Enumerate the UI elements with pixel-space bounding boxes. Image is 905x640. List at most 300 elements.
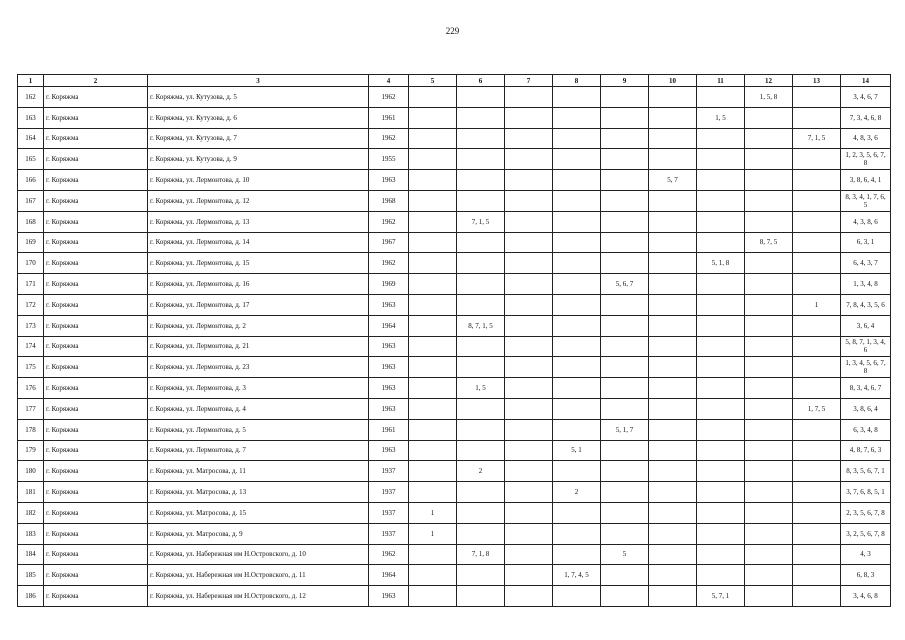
cell-col-9: 5, 6, 7 xyxy=(601,274,649,295)
cell-col-5 xyxy=(409,544,457,565)
cell-col-13 xyxy=(793,378,841,399)
cell-col-8 xyxy=(553,128,601,149)
table-row xyxy=(18,315,891,336)
year-cell: 1963 xyxy=(369,336,409,357)
city-cell: г. Коряжма xyxy=(44,482,148,503)
cell-col-6 xyxy=(457,419,505,440)
cell-col-7 xyxy=(505,586,553,607)
cell-col-14: 1, 3, 4, 5, 6, 7, 8 xyxy=(841,357,891,378)
cell-col-10 xyxy=(649,232,697,253)
cell-col-8 xyxy=(553,357,601,378)
column-header-7: 7 xyxy=(505,75,553,87)
column-header-6: 6 xyxy=(457,75,505,87)
cell-col-8 xyxy=(553,253,601,274)
city-cell: г. Коряжма xyxy=(44,398,148,419)
cell-col-10 xyxy=(649,107,697,128)
cell-col-10 xyxy=(649,398,697,419)
column-header-9: 9 xyxy=(601,75,649,87)
cell-col-10 xyxy=(649,440,697,461)
cell-col-14: 8, 3, 4, 1, 7, 6, 5 xyxy=(841,190,891,211)
cell-col-10 xyxy=(649,419,697,440)
cell-col-12 xyxy=(745,294,793,315)
year-cell: 1964 xyxy=(369,565,409,586)
table-row xyxy=(18,294,891,315)
cell-col-7 xyxy=(505,211,553,232)
cell-col-8 xyxy=(553,398,601,419)
cell-col-7 xyxy=(505,398,553,419)
year-cell: 1962 xyxy=(369,253,409,274)
cell-col-5 xyxy=(409,211,457,232)
cell-col-5: 1 xyxy=(409,502,457,523)
address-cell: г. Коряжма, ул. Лермонтова, д. 21 xyxy=(148,336,369,357)
cell-col-13 xyxy=(793,586,841,607)
cell-col-13 xyxy=(793,523,841,544)
cell-col-14: 4, 8, 3, 6 xyxy=(841,128,891,149)
cell-col-12 xyxy=(745,419,793,440)
cell-col-9 xyxy=(601,586,649,607)
cell-col-5 xyxy=(409,357,457,378)
cell-col-9 xyxy=(601,170,649,191)
cell-col-10 xyxy=(649,357,697,378)
cell-col-7 xyxy=(505,128,553,149)
cell-col-13 xyxy=(793,502,841,523)
row-number-cell: 170 xyxy=(18,253,44,274)
cell-col-11 xyxy=(697,544,745,565)
city-cell: г. Коряжма xyxy=(44,294,148,315)
cell-col-9 xyxy=(601,87,649,108)
cell-col-8: 2 xyxy=(553,482,601,503)
year-cell: 1963 xyxy=(369,440,409,461)
city-cell: г. Коряжма xyxy=(44,128,148,149)
cell-col-11 xyxy=(697,523,745,544)
city-cell: г. Коряжма xyxy=(44,190,148,211)
column-header-2: 2 xyxy=(44,75,148,87)
cell-col-13 xyxy=(793,315,841,336)
cell-col-8 xyxy=(553,294,601,315)
cell-col-14: 3, 2, 5, 6, 7, 8 xyxy=(841,523,891,544)
cell-col-8 xyxy=(553,523,601,544)
cell-col-12 xyxy=(745,315,793,336)
cell-col-10 xyxy=(649,378,697,399)
address-cell: г. Коряжма, ул. Набережная им Н.Островского, д. 10 xyxy=(148,544,369,565)
cell-col-8 xyxy=(553,211,601,232)
cell-col-7 xyxy=(505,419,553,440)
table-row xyxy=(18,565,891,586)
table-row xyxy=(18,482,891,503)
cell-col-6 xyxy=(457,586,505,607)
cell-col-13 xyxy=(793,107,841,128)
cell-col-10 xyxy=(649,461,697,482)
housing-registry-table xyxy=(17,74,891,607)
cell-col-10 xyxy=(649,502,697,523)
address-cell: г. Коряжма, ул. Лермонтова, д. 2 xyxy=(148,315,369,336)
cell-col-10 xyxy=(649,315,697,336)
row-number-cell: 183 xyxy=(18,523,44,544)
address-cell: г. Коряжма, ул. Лермонтова, д. 12 xyxy=(148,190,369,211)
cell-col-14: 3, 4, 6, 7 xyxy=(841,87,891,108)
cell-col-9 xyxy=(601,149,649,170)
cell-col-14: 6, 3, 1 xyxy=(841,232,891,253)
city-cell: г. Коряжма xyxy=(44,232,148,253)
cell-col-14: 4, 3, 8, 6 xyxy=(841,211,891,232)
cell-col-11 xyxy=(697,398,745,419)
cell-col-5 xyxy=(409,107,457,128)
year-cell: 1963 xyxy=(369,357,409,378)
cell-col-13 xyxy=(793,336,841,357)
cell-col-11 xyxy=(697,149,745,170)
cell-col-8 xyxy=(553,274,601,295)
row-number-cell: 184 xyxy=(18,544,44,565)
year-cell: 1955 xyxy=(369,149,409,170)
table-row xyxy=(18,190,891,211)
cell-col-6 xyxy=(457,232,505,253)
cell-col-12 xyxy=(745,128,793,149)
row-number-cell: 164 xyxy=(18,128,44,149)
cell-col-12 xyxy=(745,107,793,128)
address-cell: г. Коряжма, ул. Лермонтова, д. 5 xyxy=(148,419,369,440)
address-cell: г. Коряжма, ул. Матросова, д. 13 xyxy=(148,482,369,503)
cell-col-11 xyxy=(697,274,745,295)
cell-col-7 xyxy=(505,170,553,191)
cell-col-5 xyxy=(409,170,457,191)
cell-col-11 xyxy=(697,294,745,315)
address-cell: г. Коряжма, ул. Кутузова, д. 6 xyxy=(148,107,369,128)
cell-col-10 xyxy=(649,586,697,607)
cell-col-14: 8, 3, 5, 6, 7, 1 xyxy=(841,461,891,482)
cell-col-5 xyxy=(409,274,457,295)
city-cell: г. Коряжма xyxy=(44,315,148,336)
row-number-cell: 166 xyxy=(18,170,44,191)
cell-col-6 xyxy=(457,253,505,274)
year-cell: 1963 xyxy=(369,398,409,419)
city-cell: г. Коряжма xyxy=(44,544,148,565)
address-cell: г. Коряжма, ул. Матросова, д. 11 xyxy=(148,461,369,482)
table-row xyxy=(18,274,891,295)
cell-col-12 xyxy=(745,502,793,523)
cell-col-5 xyxy=(409,87,457,108)
cell-col-7 xyxy=(505,149,553,170)
cell-col-9 xyxy=(601,190,649,211)
address-cell: г. Коряжма, ул. Лермонтова, д. 3 xyxy=(148,378,369,399)
cell-col-12 xyxy=(745,544,793,565)
cell-col-12 xyxy=(745,482,793,503)
cell-col-11 xyxy=(697,378,745,399)
column-header-3: 3 xyxy=(148,75,369,87)
row-number-cell: 171 xyxy=(18,274,44,295)
cell-col-14: 7, 3, 4, 6, 8 xyxy=(841,107,891,128)
cell-col-9 xyxy=(601,336,649,357)
cell-col-5 xyxy=(409,565,457,586)
table-body xyxy=(18,87,891,607)
cell-col-8 xyxy=(553,170,601,191)
cell-col-13: 1, 7, 5 xyxy=(793,398,841,419)
cell-col-12 xyxy=(745,170,793,191)
address-cell: г. Коряжма, ул. Лермонтова, д. 15 xyxy=(148,253,369,274)
cell-col-10 xyxy=(649,274,697,295)
cell-col-11 xyxy=(697,357,745,378)
cell-col-14: 6, 4, 3, 7 xyxy=(841,253,891,274)
row-number-cell: 168 xyxy=(18,211,44,232)
cell-col-10 xyxy=(649,253,697,274)
cell-col-6: 1, 5 xyxy=(457,378,505,399)
cell-col-13 xyxy=(793,190,841,211)
table-row xyxy=(18,419,891,440)
cell-col-14: 3, 8, 6, 4 xyxy=(841,398,891,419)
cell-col-14: 2, 3, 5, 6, 7, 8 xyxy=(841,502,891,523)
row-number-cell: 167 xyxy=(18,190,44,211)
cell-col-6 xyxy=(457,398,505,419)
address-cell: г. Коряжма, ул. Лермонтова, д. 4 xyxy=(148,398,369,419)
address-cell: г. Коряжма, ул. Лермонтова, д. 7 xyxy=(148,440,369,461)
cell-col-10: 5, 7 xyxy=(649,170,697,191)
cell-col-8 xyxy=(553,378,601,399)
city-cell: г. Коряжма xyxy=(44,274,148,295)
address-cell: г. Коряжма, ул. Лермонтова, д. 17 xyxy=(148,294,369,315)
address-cell: г. Коряжма, ул. Лермонтова, д. 16 xyxy=(148,274,369,295)
cell-col-12 xyxy=(745,211,793,232)
cell-col-5 xyxy=(409,294,457,315)
cell-col-6 xyxy=(457,502,505,523)
cell-col-9 xyxy=(601,440,649,461)
year-cell: 1961 xyxy=(369,107,409,128)
table-row xyxy=(18,149,891,170)
cell-col-12: 1, 5, 8 xyxy=(745,87,793,108)
cell-col-9 xyxy=(601,502,649,523)
cell-col-11 xyxy=(697,315,745,336)
cell-col-7 xyxy=(505,544,553,565)
column-header-11: 11 xyxy=(697,75,745,87)
city-cell: г. Коряжма xyxy=(44,565,148,586)
city-cell: г. Коряжма xyxy=(44,107,148,128)
row-number-cell: 175 xyxy=(18,357,44,378)
cell-col-14: 3, 8, 6, 4, 1 xyxy=(841,170,891,191)
cell-col-11 xyxy=(697,170,745,191)
cell-col-11 xyxy=(697,482,745,503)
cell-col-9 xyxy=(601,315,649,336)
table-row xyxy=(18,107,891,128)
cell-col-7 xyxy=(505,440,553,461)
cell-col-7 xyxy=(505,107,553,128)
cell-col-6: 7, 1, 8 xyxy=(457,544,505,565)
cell-col-6 xyxy=(457,274,505,295)
year-cell: 1937 xyxy=(369,502,409,523)
address-cell: г. Коряжма, ул. Кутузова, д. 7 xyxy=(148,128,369,149)
cell-col-9 xyxy=(601,128,649,149)
cell-col-6 xyxy=(457,482,505,503)
cell-col-12 xyxy=(745,461,793,482)
table-row xyxy=(18,211,891,232)
cell-col-9 xyxy=(601,357,649,378)
cell-col-10 xyxy=(649,523,697,544)
cell-col-13 xyxy=(793,565,841,586)
year-cell: 1937 xyxy=(369,461,409,482)
table-row xyxy=(18,170,891,191)
cell-col-5 xyxy=(409,482,457,503)
cell-col-6 xyxy=(457,170,505,191)
row-number-cell: 180 xyxy=(18,461,44,482)
cell-col-5 xyxy=(409,190,457,211)
cell-col-8 xyxy=(553,586,601,607)
cell-col-6 xyxy=(457,190,505,211)
cell-col-7 xyxy=(505,523,553,544)
cell-col-11 xyxy=(697,211,745,232)
cell-col-12 xyxy=(745,586,793,607)
address-cell: г. Коряжма, ул. Матросова, д. 9 xyxy=(148,523,369,544)
cell-col-13 xyxy=(793,149,841,170)
cell-col-12 xyxy=(745,357,793,378)
table-row xyxy=(18,440,891,461)
city-cell: г. Коряжма xyxy=(44,253,148,274)
cell-col-7 xyxy=(505,482,553,503)
cell-col-6 xyxy=(457,440,505,461)
address-cell: г. Коряжма, ул. Лермонтова, д. 13 xyxy=(148,211,369,232)
cell-col-7 xyxy=(505,253,553,274)
cell-col-12 xyxy=(745,336,793,357)
city-cell: г. Коряжма xyxy=(44,87,148,108)
table-row xyxy=(18,461,891,482)
cell-col-8 xyxy=(553,461,601,482)
cell-col-10 xyxy=(649,211,697,232)
year-cell: 1963 xyxy=(369,586,409,607)
city-cell: г. Коряжма xyxy=(44,419,148,440)
city-cell: г. Коряжма xyxy=(44,440,148,461)
year-cell: 1961 xyxy=(369,419,409,440)
cell-col-6 xyxy=(457,128,505,149)
cell-col-6 xyxy=(457,87,505,108)
year-cell: 1962 xyxy=(369,128,409,149)
cell-col-10 xyxy=(649,149,697,170)
cell-col-12 xyxy=(745,523,793,544)
cell-col-8 xyxy=(553,419,601,440)
table-row xyxy=(18,378,891,399)
cell-col-7 xyxy=(505,357,553,378)
city-cell: г. Коряжма xyxy=(44,378,148,399)
column-header-14: 14 xyxy=(841,75,891,87)
cell-col-12 xyxy=(745,440,793,461)
page-number: 229 xyxy=(445,26,460,36)
city-cell: г. Коряжма xyxy=(44,461,148,482)
cell-col-6: 7, 1, 5 xyxy=(457,211,505,232)
cell-col-14: 3, 4, 6, 8 xyxy=(841,586,891,607)
table-row xyxy=(18,336,891,357)
table-row xyxy=(18,502,891,523)
cell-col-10 xyxy=(649,128,697,149)
cell-col-11: 1, 5 xyxy=(697,107,745,128)
city-cell: г. Коряжма xyxy=(44,211,148,232)
cell-col-11 xyxy=(697,128,745,149)
column-header-1: 1 xyxy=(18,75,44,87)
cell-col-5 xyxy=(409,378,457,399)
cell-col-5 xyxy=(409,398,457,419)
year-cell: 1937 xyxy=(369,523,409,544)
cell-col-6 xyxy=(457,357,505,378)
cell-col-13 xyxy=(793,232,841,253)
address-cell: г. Коряжма, ул. Кутузова, д. 5 xyxy=(148,87,369,108)
cell-col-9 xyxy=(601,398,649,419)
cell-col-5 xyxy=(409,232,457,253)
cell-col-9: 5 xyxy=(601,544,649,565)
cell-col-9 xyxy=(601,294,649,315)
city-cell: г. Коряжма xyxy=(44,502,148,523)
cell-col-9 xyxy=(601,565,649,586)
row-number-cell: 181 xyxy=(18,482,44,503)
cell-col-11 xyxy=(697,502,745,523)
cell-col-6 xyxy=(457,294,505,315)
header-row xyxy=(18,75,891,87)
cell-col-10 xyxy=(649,294,697,315)
table-row xyxy=(18,232,891,253)
cell-col-12 xyxy=(745,190,793,211)
cell-col-11 xyxy=(697,461,745,482)
cell-col-5 xyxy=(409,419,457,440)
cell-col-7 xyxy=(505,232,553,253)
cell-col-13 xyxy=(793,170,841,191)
cell-col-8: 1, 7, 4, 5 xyxy=(553,565,601,586)
address-cell: г. Коряжма, ул. Лермонтова, д. 14 xyxy=(148,232,369,253)
address-cell: г. Коряжма, ул. Набережная им Н.Островского, д. 11 xyxy=(148,565,369,586)
cell-col-6 xyxy=(457,149,505,170)
year-cell: 1967 xyxy=(369,232,409,253)
row-number-cell: 177 xyxy=(18,398,44,419)
column-header-13: 13 xyxy=(793,75,841,87)
cell-col-13: 1 xyxy=(793,294,841,315)
year-cell: 1937 xyxy=(369,482,409,503)
cell-col-11 xyxy=(697,565,745,586)
cell-col-12 xyxy=(745,149,793,170)
cell-col-13 xyxy=(793,544,841,565)
row-number-cell: 178 xyxy=(18,419,44,440)
cell-col-9 xyxy=(601,232,649,253)
cell-col-6 xyxy=(457,336,505,357)
cell-col-5 xyxy=(409,336,457,357)
address-cell: г. Коряжма, ул. Кутузова, д. 9 xyxy=(148,149,369,170)
row-number-cell: 185 xyxy=(18,565,44,586)
cell-col-7 xyxy=(505,87,553,108)
column-header-10: 10 xyxy=(649,75,697,87)
cell-col-7 xyxy=(505,190,553,211)
cell-col-5: 1 xyxy=(409,523,457,544)
row-number-cell: 179 xyxy=(18,440,44,461)
cell-col-6: 2 xyxy=(457,461,505,482)
cell-col-13 xyxy=(793,461,841,482)
cell-col-6: 8, 7, 1, 5 xyxy=(457,315,505,336)
cell-col-9 xyxy=(601,378,649,399)
cell-col-5 xyxy=(409,586,457,607)
cell-col-10 xyxy=(649,544,697,565)
table-row xyxy=(18,128,891,149)
city-cell: г. Коряжма xyxy=(44,170,148,191)
year-cell: 1964 xyxy=(369,315,409,336)
cell-col-10 xyxy=(649,482,697,503)
table-row xyxy=(18,398,891,419)
cell-col-6 xyxy=(457,523,505,544)
cell-col-12 xyxy=(745,253,793,274)
cell-col-8 xyxy=(553,232,601,253)
cell-col-11 xyxy=(697,419,745,440)
cell-col-8 xyxy=(553,190,601,211)
column-header-4: 4 xyxy=(369,75,409,87)
cell-col-9: 5, 1, 7 xyxy=(601,419,649,440)
cell-col-9 xyxy=(601,461,649,482)
cell-col-9 xyxy=(601,482,649,503)
year-cell: 1963 xyxy=(369,378,409,399)
cell-col-13 xyxy=(793,274,841,295)
cell-col-14: 6, 8, 3 xyxy=(841,565,891,586)
cell-col-13 xyxy=(793,482,841,503)
column-header-8: 8 xyxy=(553,75,601,87)
cell-col-12 xyxy=(745,274,793,295)
cell-col-14: 8, 3, 4, 6, 7 xyxy=(841,378,891,399)
